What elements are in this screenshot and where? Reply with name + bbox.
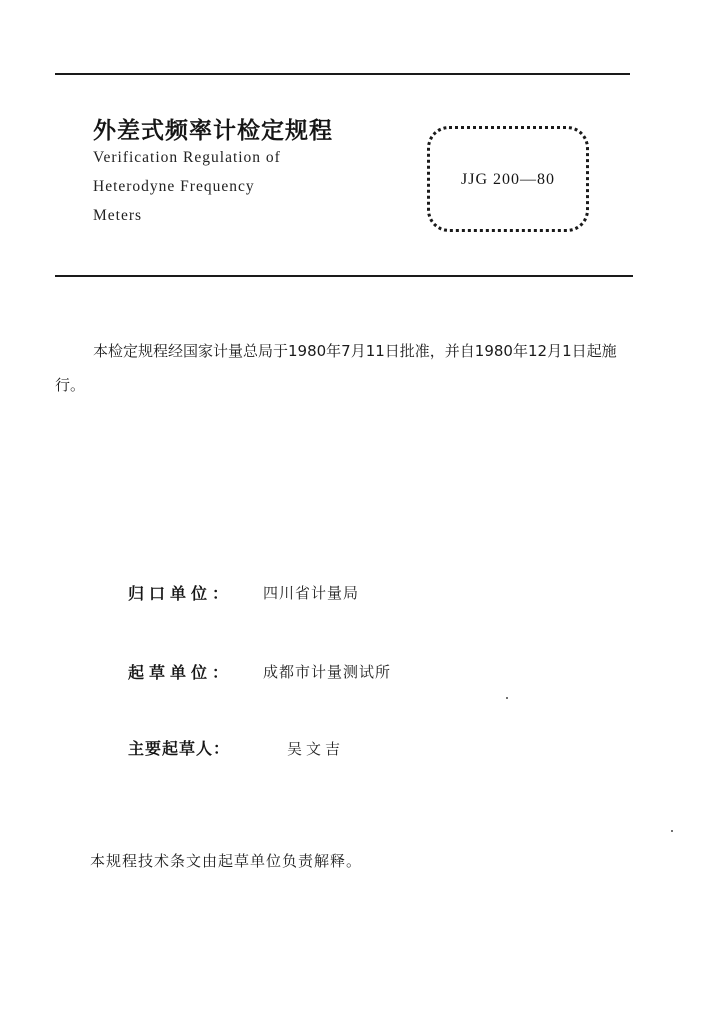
principal-drafter-label: 主要起草人： — [128, 739, 231, 758]
drafting-unit-label: 起草单位： — [128, 663, 234, 682]
scan-speck — [671, 830, 673, 832]
standard-code: JJG 200—80 — [460, 171, 555, 188]
document-title-en-line-2: Heterodyne Frequency — [93, 178, 255, 195]
responsible-unit-value: 四川省计量局 — [263, 584, 360, 602]
document-title-zh: 外差式频率计检定规程 — [93, 118, 333, 144]
interpretation-note: 本规程技术条文由起草单位负责解释。 — [90, 852, 363, 870]
principal-drafter-value: 吴文吉 — [287, 740, 345, 758]
scan-speck — [506, 697, 508, 699]
standard-code-box — [427, 126, 589, 232]
document-title-en-line-3: Meters — [93, 207, 143, 224]
drafting-unit-value: 成都市计量测试所 — [263, 663, 392, 681]
approval-statement: 本检定规程经国家计量总局于1980年7月11日批准，并自1980年12月1日起施行。 — [55, 342, 617, 394]
responsible-unit-label: 归口单位： — [128, 584, 234, 603]
document-title-en-line-1: Verification Regulation of — [93, 149, 281, 166]
top-rule — [55, 73, 630, 75]
bottom-rule — [55, 275, 633, 277]
